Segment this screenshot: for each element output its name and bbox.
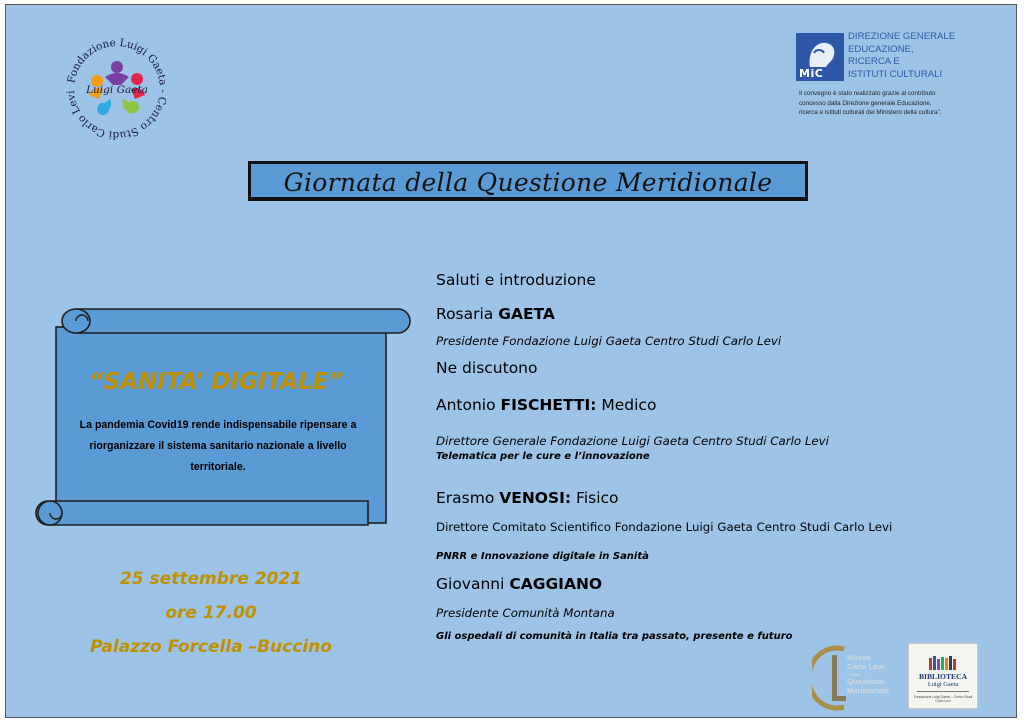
biblioteca-footer: Fondazione Luigi Gaeta – Centro Studi Carlo Levi bbox=[913, 695, 973, 703]
program-greetings: Saluti e introduzione bbox=[436, 271, 596, 289]
speaker-last-name: CAGGIANO bbox=[509, 575, 603, 593]
speaker-name bbox=[436, 489, 619, 507]
speaker-first-name: Erasmo bbox=[436, 489, 500, 507]
museo-logo-line: Questione bbox=[847, 676, 885, 686]
event-title: Giornata della Questione Meridionale bbox=[283, 168, 773, 197]
ministry-title-line: RICERCA E bbox=[848, 56, 900, 67]
foundation-logo bbox=[61, 33, 173, 145]
speaker-profession: Fisico bbox=[571, 489, 619, 507]
speaker-last-name: FISCHETTI: bbox=[500, 396, 597, 414]
event-title-banner bbox=[248, 161, 808, 201]
program-discussion: Ne discutono bbox=[436, 359, 538, 377]
speaker-name bbox=[436, 396, 656, 414]
speaker-first-name: Rosaria bbox=[436, 305, 499, 323]
biblioteca-subtitle: Luigi Gaeta bbox=[927, 681, 959, 688]
museo-logo-line: Carlo Levi bbox=[847, 662, 884, 672]
scroll-description: La pandemia Covid19 rende indispensabile ripensare a riorganizzare il sistema sanitario nazionale a livello territoriale. bbox=[79, 419, 357, 473]
speaker-name bbox=[436, 305, 555, 323]
ministry-title bbox=[848, 31, 1008, 81]
ministry-title-line: ISTITUTI CULTURALI bbox=[848, 68, 943, 80]
speaker-role: Direttore Generale Fondazione Luigi Gaeta Centro Studi Carlo Levi bbox=[436, 434, 829, 448]
mic-logo bbox=[796, 33, 844, 81]
speaker-first-name: Antonio bbox=[436, 396, 501, 414]
speaker-name bbox=[436, 575, 602, 593]
ministry-title-line: EDUCAZIONE, bbox=[848, 43, 914, 55]
event-time: ore 17.00 bbox=[165, 603, 257, 623]
museo-logo-line: e della bbox=[847, 671, 860, 677]
speaker-topic: Telematica per le cure e l’innovazione bbox=[436, 451, 650, 462]
speaker-role: Presidente Fondazione Luigi Gaeta Centro Studi Carlo Levi bbox=[436, 334, 782, 348]
scroll-title: “SANITA’ DIGITALE” bbox=[88, 369, 344, 395]
speaker-first-name: Giovanni bbox=[436, 575, 510, 593]
speaker-topic: Gli ospedali di comunità in Italia tra passato, presente e futuro bbox=[436, 631, 793, 642]
biblioteca-title: BIBLIOTECA bbox=[918, 672, 968, 681]
biblioteca-logo bbox=[908, 643, 978, 709]
museo-logo-text bbox=[847, 653, 889, 696]
event-date: 25 settembre 2021 bbox=[119, 569, 303, 589]
mic-badge-label: MiC bbox=[799, 67, 824, 80]
poster bbox=[5, 4, 1017, 718]
speaker-last-name: VENOSI: bbox=[499, 489, 572, 507]
foundation-logo-ring-text: Fondazione Luigi Gaeta - Centro Studi Carlo Levi bbox=[65, 36, 170, 142]
ministry-title-line: DIREZIONE GENERALE bbox=[848, 31, 956, 42]
speaker-role: Direttore Comitato Scientifico Fondazione Luigi Gaeta Centro Studi Carlo Levi bbox=[436, 520, 893, 534]
ministry-note: Il convegno è stato realizzato grazie al contributo concesso dalla Direzione generale Educazione, ricerca e istituti culturali del Ministero della cultura". bbox=[799, 90, 942, 117]
event-place: Palazzo Forcella –Buccino bbox=[90, 637, 332, 657]
date-location-block bbox=[46, 562, 376, 664]
speaker-profession: Medico bbox=[596, 396, 657, 414]
speaker-last-name: GAETA bbox=[498, 305, 555, 323]
museo-logo bbox=[812, 643, 898, 713]
speaker-topic: PNRR e Innovazione digitale in Sanità bbox=[436, 551, 649, 562]
museo-logo-line: Meridionale bbox=[847, 686, 890, 696]
biblioteca-divider bbox=[917, 691, 969, 692]
books-icon bbox=[929, 656, 959, 670]
speaker-role: Presidente Comunità Montana bbox=[436, 606, 615, 620]
foundation-logo-signature: Luigi Gaeta bbox=[86, 84, 148, 96]
museo-logo-line: Museo bbox=[847, 653, 872, 662]
